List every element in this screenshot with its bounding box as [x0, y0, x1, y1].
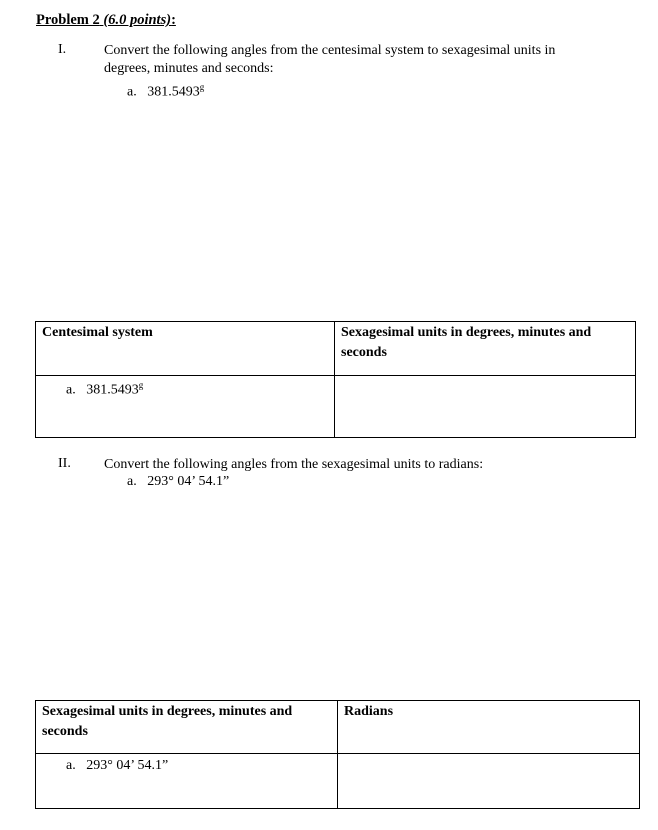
- problem-colon: :: [171, 12, 176, 28]
- table2-row-value-cell: [36, 754, 338, 809]
- problem-title: [36, 12, 176, 29]
- part2-item-letter: a.: [127, 474, 137, 489]
- part1-item-letter: a.: [127, 84, 137, 100]
- part2-instruction: Convert the following angles from the sexagesimal units to radians:: [104, 457, 484, 472]
- part1-item: [127, 78, 204, 102]
- table1-row-unit: g: [138, 380, 144, 390]
- part1-instruction-line2: degrees, minutes and seconds:: [104, 61, 274, 76]
- table1-header-left: Centesimal system: [36, 322, 335, 376]
- table2-row-letter: a.: [66, 758, 76, 773]
- table2-header-left: Sexagesimal units in degrees, minutes and seconds: [36, 701, 338, 754]
- table2-header-right: Radians: [338, 701, 640, 754]
- part1-item-unit: g: [199, 82, 205, 92]
- problem-label: Problem 2: [36, 12, 100, 28]
- table1-row-letter: a.: [66, 382, 76, 398]
- part1-numeral: I.: [58, 42, 67, 57]
- table1-answer-cell[interactable]: [335, 376, 636, 438]
- part2-item-value: 293° 04’ 54.1”: [147, 474, 230, 489]
- table1-row-value-cell: [36, 376, 335, 438]
- table1-header-right: Sexagesimal units in degrees, minutes and seconds: [335, 322, 636, 376]
- problem-points: (6.0 points): [103, 12, 172, 28]
- sexagesimal-table: [35, 700, 640, 809]
- part1-item-value: 381.5493: [147, 84, 200, 100]
- part2-numeral: II.: [58, 456, 71, 471]
- part1-instruction-line1: Convert the following angles from the centesimal system to sexagesimal units in: [104, 43, 556, 58]
- part2-item: [127, 473, 229, 491]
- table1-row-value: 381.5493: [86, 382, 139, 398]
- table2-answer-cell[interactable]: [338, 754, 640, 809]
- table2-row-value: 293° 04’ 54.1”: [86, 758, 169, 773]
- centesimal-table: [35, 321, 636, 438]
